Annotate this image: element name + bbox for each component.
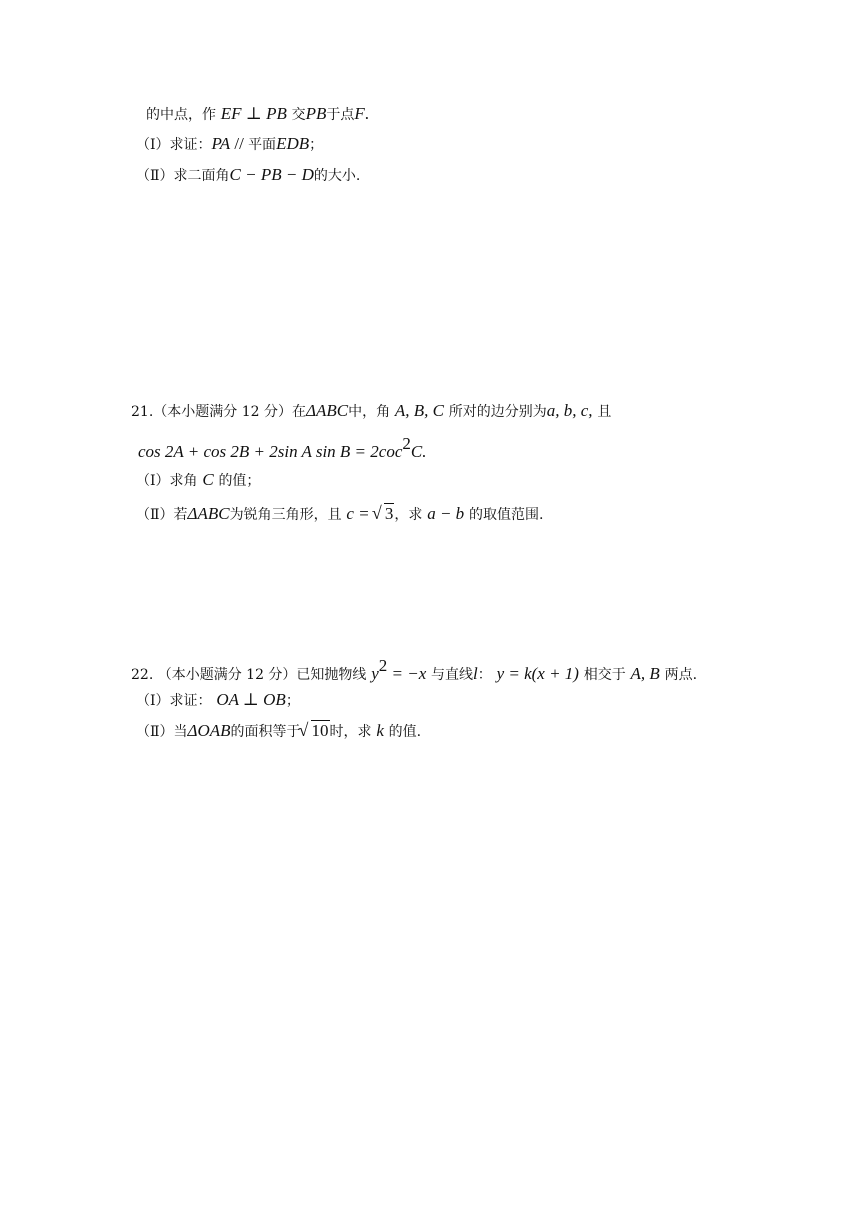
q20-part2: （Ⅱ）求二面角C − PB − D的大小. xyxy=(136,165,361,184)
q22-heading: 22. （本小题满分 12 分）已知抛物线 $y^2 = -x$ 与直线l： y = k(x + 1) 相交于 A, B 两点. xyxy=(131,656,698,683)
q21-part1: （Ⅰ）求角 C 的值； xyxy=(136,470,261,489)
q21-equation: cos 2A + cos 2B + 2sin A sin B = 2coc$^2$C. xyxy=(138,434,427,461)
q20-part1: （Ⅰ）求证：PA // 平面EDB； xyxy=(136,134,324,153)
sqrt-symbol: √ 3 xyxy=(374,504,395,524)
q22-part2: （Ⅱ）当ΔOAB的面积等于√ 10时，求 k 的值. xyxy=(136,721,421,742)
q22-part1: （Ⅰ）求证： OA ⊥ OB； xyxy=(136,690,300,709)
q21-heading: 21.（本小题满分 12 分）在ΔABC中，角 A, B, C 所对的边分别为a, b, c, 且 xyxy=(131,401,612,420)
sqrt-symbol: √ 10 xyxy=(301,721,330,741)
q20-line1: 的中点，作 EF ⊥ PB 交PB于点F. xyxy=(146,104,370,123)
q21-part2: （Ⅱ）若ΔABC为锐角三角形，且 c = √ 3，求 a − b 的取值范围. xyxy=(136,504,543,525)
